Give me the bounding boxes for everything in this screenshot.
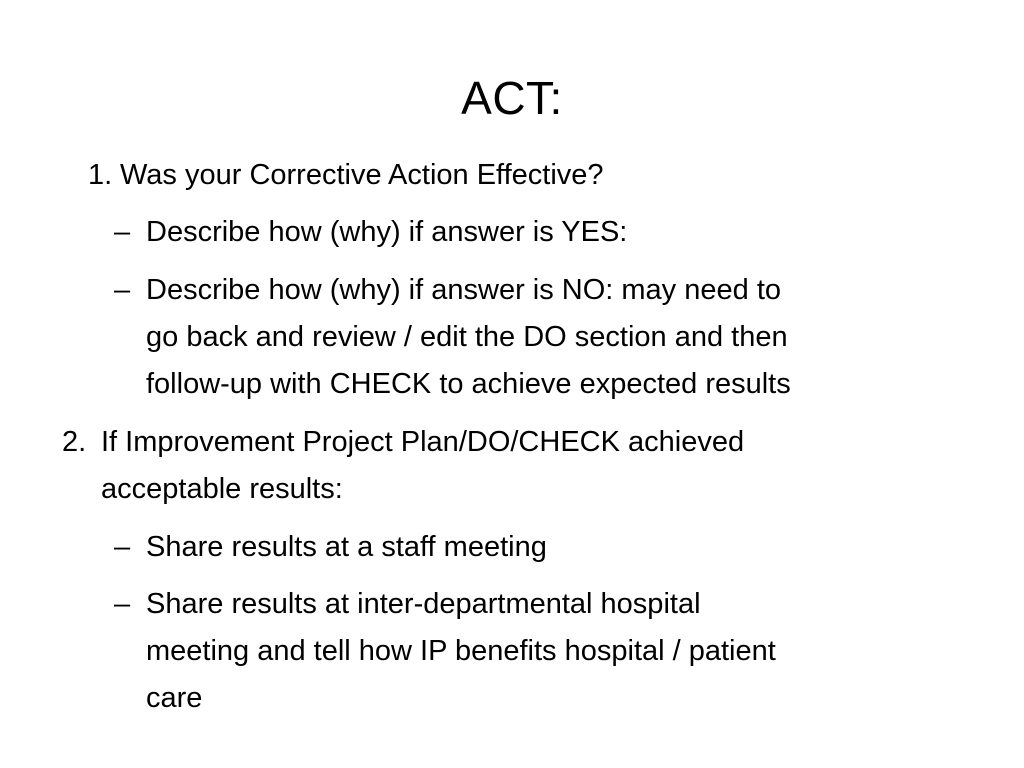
slide-title: ACT: (461, 72, 563, 124)
sub-item-1-2-line-1: Describe how (why) if answer is NO: may need to (146, 274, 781, 306)
list-item-2-line-2: acceptable results: (101, 473, 343, 505)
sub-item-2-2-dash: – (114, 588, 131, 620)
sub-item-2-1-text: Share results at a staff meeting (146, 531, 547, 563)
sub-item-2-2-line-3: care (146, 682, 203, 714)
list-item-1-text: Was your Corrective Action Effective? (120, 159, 604, 191)
sub-item-1-2-line-3: follow-up with CHECK to achieve expected results (146, 368, 791, 400)
list-item-1-number: 1. (88, 159, 113, 191)
sub-item-2-2-line-1: Share results at inter-departmental hospital (146, 588, 701, 620)
sub-item-2-1-dash: – (114, 531, 131, 563)
sub-item-1-1-dash: – (114, 216, 131, 248)
sub-item-1-2-dash: – (114, 274, 131, 306)
sub-item-2-2-line-2: meeting and tell how IP benefits hospital / patient (146, 635, 776, 667)
list-item-2-number: 2. (62, 426, 87, 458)
sub-item-1-1-text: Describe how (why) if answer is YES: (146, 216, 628, 248)
sub-item-1-2-line-2: go back and review / edit the DO section and then (146, 321, 788, 353)
list-item-2-line-1: If Improvement Project Plan/DO/CHECK achieved (101, 426, 745, 458)
